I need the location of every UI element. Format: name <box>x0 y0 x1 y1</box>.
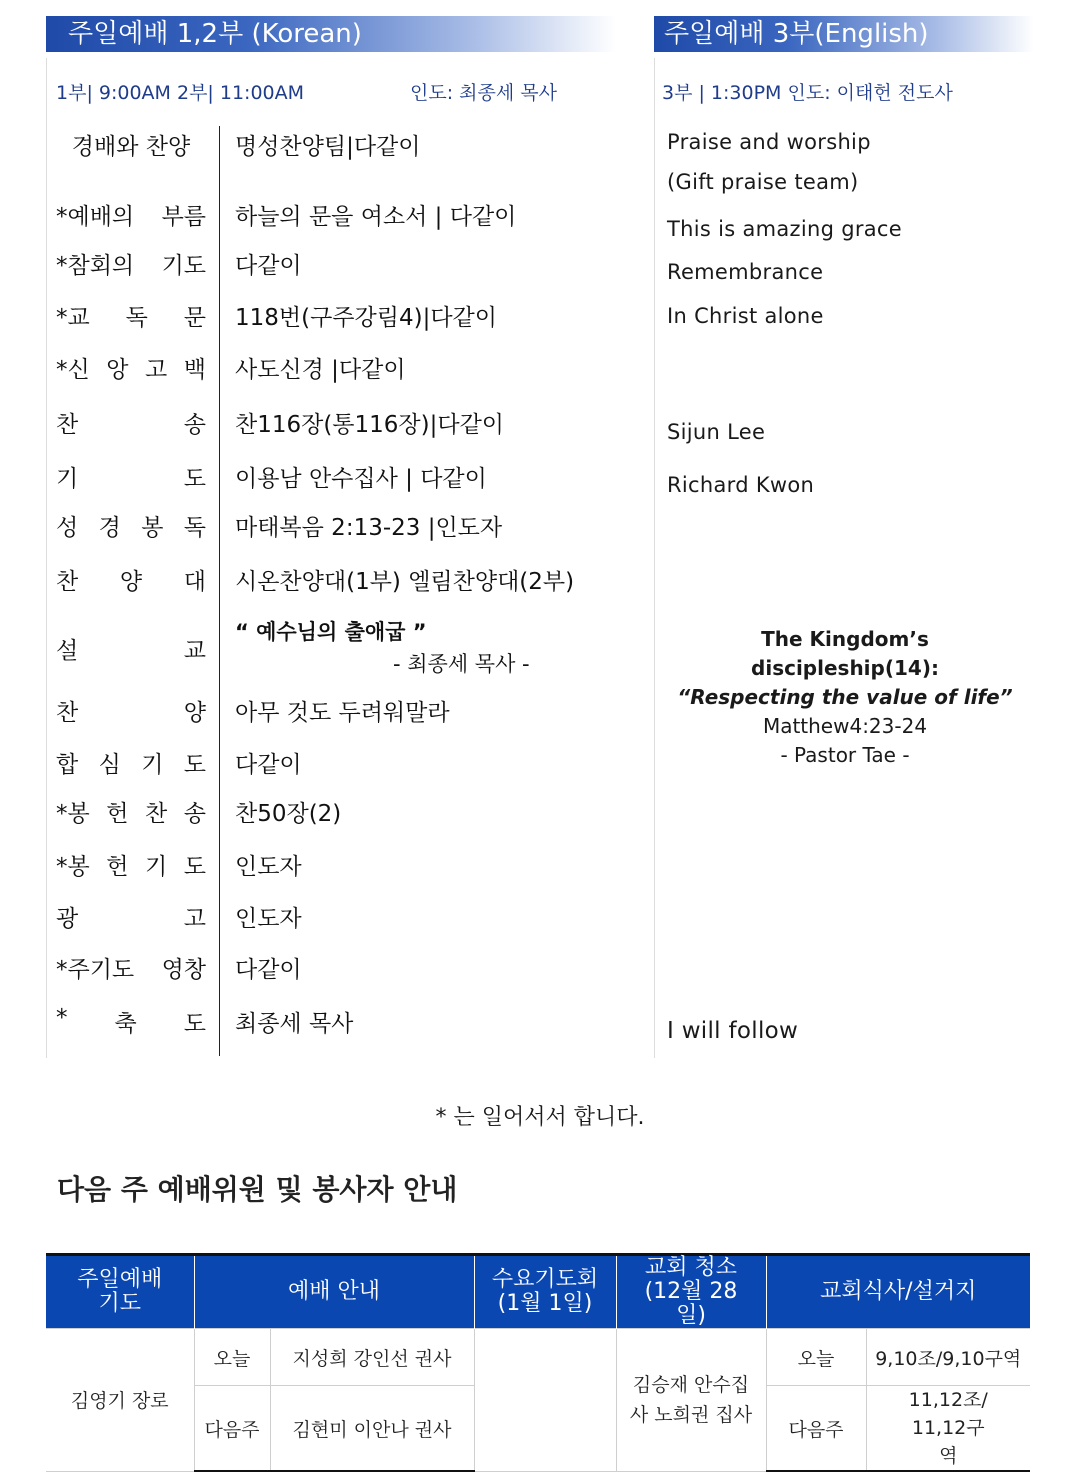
order-label <box>56 694 206 727</box>
korean-service-times: 1부| 9:00AM 2부| 11:00AM <box>56 82 305 104</box>
order-label-part: 성 <box>56 515 79 541</box>
order-label-part: 교 <box>183 638 206 664</box>
order-label-part: 찬 <box>56 700 79 726</box>
meal-next-text: 11,12조/ 11,12구역 <box>908 1389 988 1467</box>
order-label-part: 고 <box>145 357 168 383</box>
standing-note: * 는 일어서서 합니다. <box>435 1105 645 1130</box>
sermon-title: “Respecting the value of life” <box>677 685 1013 709</box>
header-wednesday-prayer-text: 수요기도회 (1월 1일) <box>491 1267 599 1316</box>
order-label-part: 문 <box>183 305 206 331</box>
order-label-part: 찬 <box>56 569 79 595</box>
order-label-part: 백 <box>183 357 206 383</box>
order-label-part: *봉 <box>56 854 90 880</box>
order-value: 하늘의 문을 여소서 | 다같이 <box>235 204 517 230</box>
cleaning-cell <box>616 1329 766 1472</box>
english-item: (Gift praise team) <box>667 170 859 194</box>
order-label <box>56 900 206 933</box>
english-sermon <box>660 625 1030 770</box>
order-value: 최종세 목사 <box>235 1011 354 1037</box>
order-value: 다같이 <box>235 957 302 983</box>
order-value: 시온찬양대(1부) 엘림찬양대(2부) <box>235 569 575 595</box>
order-label <box>56 509 206 542</box>
order-label <box>56 1005 206 1038</box>
meal-next-cell <box>866 1386 1030 1472</box>
order-label-part: 광 <box>56 906 79 932</box>
english-item: Richard Kwon <box>667 473 815 497</box>
order-label-part: 도 <box>183 466 206 492</box>
order-label-part: 합 <box>56 752 79 778</box>
order-label <box>56 198 206 231</box>
order-label <box>56 563 206 596</box>
order-label-part: 고 <box>183 906 206 932</box>
order-label <box>56 632 206 665</box>
next-week-label: 다음주 <box>194 1386 270 1472</box>
order-label-part: 도 <box>183 752 206 778</box>
order-label-part: 독 <box>125 305 148 331</box>
order-label-part: 도 <box>183 1011 206 1037</box>
wednesday-cell <box>474 1329 616 1472</box>
order-value: 인도자 <box>235 906 302 932</box>
sermon-series-number: discipleship(14): <box>751 656 939 680</box>
order-value: 찬50장(2) <box>235 801 342 827</box>
order-label: 경배와 찬양 <box>71 134 191 160</box>
order-label-part: *참회의 <box>56 253 135 279</box>
order-label-part: 영창 <box>161 957 206 983</box>
order-label <box>56 746 206 779</box>
order-label-part: 송 <box>183 412 206 438</box>
order-label <box>56 460 206 493</box>
roster-title: 다음 주 예배위원 및 봉사자 안내 <box>57 1173 458 1206</box>
header-sunday-prayer <box>46 1255 194 1329</box>
order-label <box>56 247 206 280</box>
order-value: 아무 것도 두려워말라 <box>235 700 450 726</box>
order-label-part: 부름 <box>161 204 206 230</box>
order-label-part: 양 <box>119 569 143 595</box>
order-value: 이용남 안수집사 | 다같이 <box>235 466 487 492</box>
header-worship-guide: 예배 안내 <box>194 1255 474 1329</box>
english-service-header: 주일예배 3부(English) <box>654 16 1034 52</box>
english-item: Remembrance <box>667 260 824 284</box>
order-label <box>56 299 206 332</box>
english-item: This is amazing grace <box>667 217 903 241</box>
order-label-part: 축 <box>114 1011 137 1037</box>
volunteer-roster-table <box>46 1253 1030 1472</box>
order-value: 인도자 <box>235 854 302 880</box>
header-sunday-prayer-text: 주일예배 기도 <box>77 1267 163 1316</box>
order-label-part: 독 <box>183 515 206 541</box>
order-label-part: 앙 <box>106 357 129 383</box>
order-label-part: 양 <box>183 700 206 726</box>
order-label-part: 심 <box>98 752 121 778</box>
today-label: 오늘 <box>194 1329 270 1386</box>
left-divider <box>46 58 47 1058</box>
order-label <box>56 406 206 439</box>
order-label-part: 도 <box>183 854 206 880</box>
order-label-part: *교 <box>56 305 90 331</box>
order-label <box>56 951 206 984</box>
order-value: 찬116장(통116장)|다같이 <box>235 412 505 438</box>
header-wednesday-prayer <box>474 1255 616 1329</box>
order-label-part: *신 <box>56 357 90 383</box>
order-label <box>56 795 206 828</box>
english-item: I will follow <box>667 1018 799 1044</box>
order-label <box>56 848 206 881</box>
english-service-times: 3부 | 1:30PM 인도: 이태헌 전도사 <box>662 82 953 104</box>
order-label-part: *주기도 <box>56 957 135 983</box>
order-label-part: 경 <box>98 515 121 541</box>
order-label-part: 설 <box>56 638 79 664</box>
prayer-name-cell: 김영기 장로 <box>46 1329 194 1472</box>
order-value: 사도신경 |다같이 <box>235 357 406 383</box>
table-row <box>46 1329 1030 1386</box>
meal-today-label: 오늘 <box>766 1329 866 1386</box>
order-label-part: *봉 <box>56 801 90 827</box>
order-label-part: 기도 <box>161 253 206 279</box>
order-label-part: 헌 <box>106 801 129 827</box>
order-value: 118번(구주강림4)|다같이 <box>235 305 497 331</box>
order-value: 다같이 <box>235 253 302 279</box>
order-label-part: 찬 <box>145 801 168 827</box>
header-meal-dishes: 교회식사/설거지 <box>766 1255 1030 1329</box>
order-value: 마태복음 2:13-23 |인도자 <box>235 515 503 541</box>
roster-header-row <box>46 1255 1030 1329</box>
order-label-part: 기 <box>56 466 79 492</box>
header-church-cleaning-text: 교회 청소 (12월 28일) <box>644 1255 738 1328</box>
order-label-part: *예배의 <box>56 204 135 230</box>
meal-today-cell: 9,10조/9,10구역 <box>866 1329 1030 1386</box>
order-label-part: 송 <box>183 801 206 827</box>
korean-service-leader: 인도: 최종세 목사 <box>410 82 557 104</box>
order-label-part: 헌 <box>106 854 129 880</box>
order-value: 명성찬양팀|다같이 <box>235 134 421 160</box>
order-label-part: 대 <box>183 569 206 595</box>
order-label-part: 찬 <box>56 412 79 438</box>
english-item: In Christ alone <box>667 304 824 328</box>
order-label-part: 기 <box>141 752 164 778</box>
english-item: Sijun Lee <box>667 420 766 444</box>
sermon-scripture: Matthew4:23-24 <box>762 714 928 738</box>
guide-today-cell: 지성희 강인선 권사 <box>270 1329 474 1386</box>
order-label <box>56 351 206 384</box>
guide-next-cell: 김현미 이안나 권사 <box>270 1386 474 1472</box>
sermon-preacher-korean: - 최종세 목사 - <box>393 652 530 676</box>
sermon-preacher: - Pastor Tae - <box>780 743 910 767</box>
order-value: 다같이 <box>235 752 302 778</box>
korean-service-header: 주일예배 1,2부 (Korean) <box>46 16 616 52</box>
english-item: Praise and worship <box>667 130 871 154</box>
order-label-part: 봉 <box>141 515 164 541</box>
order-label-part: 기 <box>145 854 168 880</box>
sermon-series-title: The Kingdom’s <box>761 627 929 651</box>
column-divider <box>654 58 655 1058</box>
order-label-part: * <box>56 1005 68 1031</box>
header-church-cleaning <box>616 1255 766 1329</box>
order-divider <box>219 126 220 1056</box>
order-value: “ 예수님의 출애굽 ” <box>235 620 427 644</box>
cleaning-names: 김승재 안수집사 노희권 집사 <box>629 1373 753 1426</box>
meal-next-label: 다음주 <box>766 1386 866 1472</box>
